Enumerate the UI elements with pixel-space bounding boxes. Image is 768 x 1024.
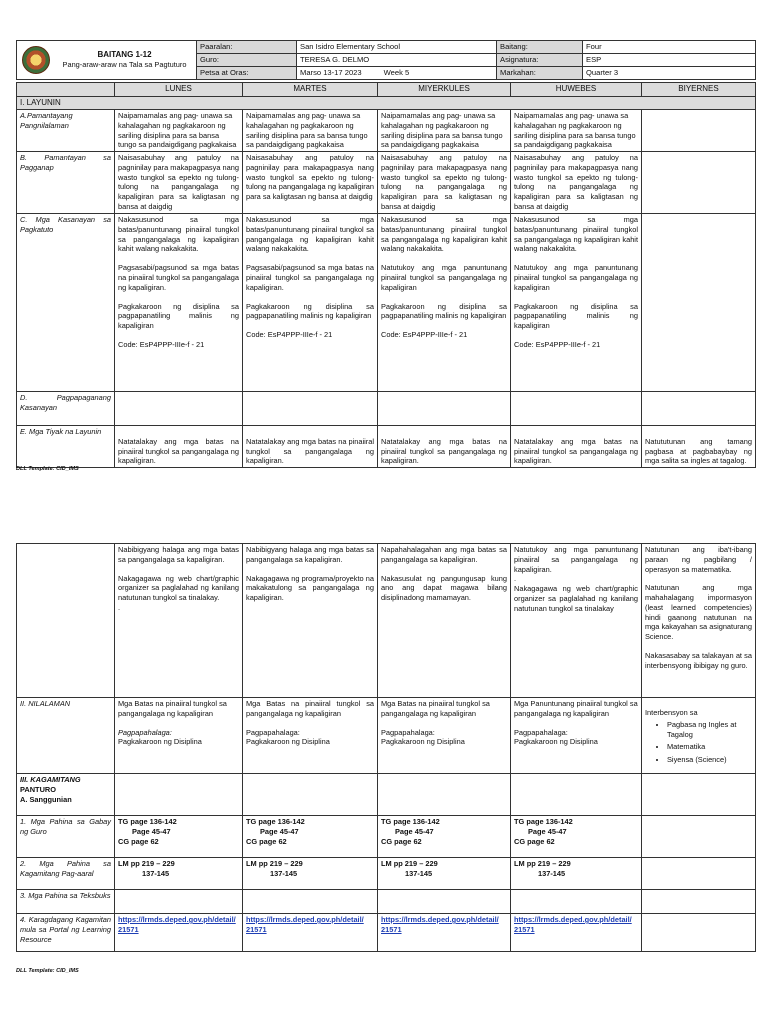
cell-nil-miyerkules: Mga Batas na pinaiiral tungkol sa pangangalaga ng kapaligiran Pagpapahalaga: Pagkakaroon ng Disiplina — [378, 698, 511, 774]
interbensyon-list — [645, 720, 752, 765]
cell-e-martes: Natatalakay ang mga batas na pinaiiral tungkol sa pangangalaga ng kapaligiran. — [243, 426, 378, 468]
day-header-biyernes: BIYERNES — [642, 83, 756, 97]
footer-template-label-2: DLL Template: CID_IMS — [16, 968, 79, 974]
cell-obj-huwebes: Natutukoy ang mga panuntunang pinaiiral sa pangangalaga ng kapaligiran. . Nakagagawa ng web chart/graphic organizer sa paglalahad ng kanilang natutunan tungkol sa tinalakay — [511, 544, 642, 698]
cell-gabay-lunes: TG page 136-142 Page 45-47 CG page 62 — [115, 816, 243, 858]
cell-e-lunes: Natatalakay ang mga batas na pinaiiral tungkol sa pangangalaga ng kapaligiran. — [115, 426, 243, 468]
cell-kag-lunes — [115, 774, 243, 816]
cell-b-miyerkules: Naisasabuhay ang patuloy na pagninilay para makapagpasya nang wasto tungkol sa epekto ng tulong-tulong na pangangalaga ng kapaligiran para sa kaligtasan ng bansa at daigdig — [378, 152, 511, 214]
cell-c-martes: Nakasusunod sa mga batas/panuntunang pinaiiral tungkol sa pangangalaga ng kapaligiran kahit walang nakakakita. Pagsasabi/pagsunod sa mga batas na pinaiiral tungkol sa pangangalaga ng kapaligiran. Pagkakaroon ng disiplina sa pagpapanatiling malinis ng kapaligiran Code: EsP4PPP-IIIe-f - 21 — [243, 214, 378, 392]
cell-lm-miyerkules: LM pp 219 – 229 137-145 — [378, 858, 511, 890]
list-item: • Matematika — [667, 742, 752, 752]
cell-kag-martes — [243, 774, 378, 816]
row-label-kasanayan-sa-pagkatuto: C. Mga Kasanayan sa Pagkatuto — [17, 214, 115, 392]
guro-value: TERESA G. DELMO — [297, 54, 497, 67]
row-label-gabay-ng-guro: 1. Mga Pahina sa Gabay ng Guro — [17, 816, 115, 858]
cell-b-huwebes: Naisasabuhay ang patuloy na pagninilay para makapagpasya nang wasto tungkol sa epekto ng tulong-tulong na pangangalaga ng kapaligiran para sa kaligtasan ng bansa at daigdig — [511, 152, 642, 214]
cell-c-huwebes: Nakasusunod sa mga batas/panuntunang pinaiiral tungkol sa pangangalaga ng kapaligiran kahit walang nakakakita. Natutukoy ang mga panuntunang pinaiiral tungkol sa pangangalaga ng kapaligiran Pagkakaroon ng disiplina sa pagpapanatiling malinis ng kapaligiran Code: EsP4PPP-IIIe-f - 21 — [511, 214, 642, 392]
lrmds-link-martes[interactable]: https://lrmds.deped.gov.ph/detail/ 21571 — [246, 915, 364, 934]
header-table — [16, 40, 756, 80]
section-layunin: I. LAYUNIN — [17, 96, 756, 110]
baitang-value: Four — [583, 41, 756, 54]
cell-b-lunes: Naisasabuhay ang patuloy na pagninilay para makapagpasya nang wasto tungkol sa epekto ng tulong-tulong na pangangalaga ng kapaligiran para sa kaligtasan ng bansa at daigdig — [115, 152, 243, 214]
cell-teks-huwebes — [511, 890, 642, 914]
day-header-huwebes: HUWEBES — [511, 83, 642, 97]
cell-obj-lunes: Nabibigyang halaga ang mga batas sa pangangalaga sa kapaligiran. Nakagagawa ng web chart/graphic organizer sa paglalahad ng kanilang natutunan tungkol sa tinalakay. . — [115, 544, 243, 698]
cell-gabay-biyernes — [642, 816, 756, 858]
header-subtitle: Pang-araw-araw na Tala sa Pagtuturo — [62, 60, 187, 70]
week-value: Week 5 — [383, 68, 410, 78]
row-label-pagpapaganang-kasanayan: D. Pagpapaganang Kasanayan — [17, 392, 115, 426]
cell-obj-biyernes: Natutunan ang iba't-ibang paraan ng pagbilang / operasyon sa matematika. Natutunan ang mga mahahalagang impormasyon (least learned competencies) hindi gaanong natutunan na mga kakayahan sa asignaturang Science. Nakasasabay sa talakayan at sa interbensyong ibibigay ng guro. — [642, 544, 756, 698]
cell-c-biyernes — [642, 214, 756, 392]
cell-nil-martes: Mga Batas na pinaiiral tungkol sa pangangalaga ng kapaligiran Pagpapahalaga: Pagkakaroon ng Disiplina — [243, 698, 378, 774]
layunin-table — [16, 82, 756, 468]
cell-d-biyernes — [642, 392, 756, 426]
lrmds-link-lunes[interactable]: https://lrmds.deped.gov.ph/detail/ 21571 — [118, 915, 236, 934]
baitang-label: Baitang: — [497, 41, 583, 54]
lrmds-link-huwebes[interactable]: https://lrmds.deped.gov.ph/detail/ 21571 — [514, 915, 632, 934]
cell-b-biyernes — [642, 152, 756, 214]
cell-e-biyernes: Natututunan ang tamang pagbasa at pagbabaybay ng mga salita sa ingles at tagalog. — [642, 426, 756, 468]
cell-kag-huwebes — [511, 774, 642, 816]
cell-teks-martes — [243, 890, 378, 914]
cell-nil-biyernes: Interbensyon sa • Pagbasa ng Ingles at Tagalog • Matematika • Siyensa (Science) — [642, 698, 756, 774]
cell-lm-lunes: LM pp 219 – 229 137-145 — [115, 858, 243, 890]
cell-nil-huwebes: Mga Panuntunang pinaiiral tungkol sa pangangalaga ng kapaligiran Pagpapahalaga: Pagkakaroon ng Disiplina — [511, 698, 642, 774]
day-header-martes: MARTES — [243, 83, 378, 97]
row-label-kagamitang-panturo: III. KAGAMITANG PANTURO A. Sanggunian — [17, 774, 115, 816]
row-label-pamantayang-pangnilalaman: A.Pamantayang Pangnilalaman — [17, 110, 115, 152]
guro-label: Guro: — [197, 54, 297, 67]
cell-lm-huwebes: LM pp 219 – 229 137-145 — [511, 858, 642, 890]
asignatura-label: Asignatura: — [497, 54, 583, 67]
code-label: Code: EsP4PPP-IIIe-f - 21 — [246, 330, 333, 340]
asignatura-value: ESP — [583, 54, 756, 67]
row-label-teksbuks: 3. Mga Pahina sa Teksbuks — [17, 890, 115, 914]
cell-c-miyerkules: Nakasusunod sa mga batas/panuntunang pinaiiral tungkol sa pangangalaga ng kapaligiran kahit walang nakakakita. Natutukoy ang mga panuntunang pinaiiral tungkol sa pangangalaga ng kapaligiran Pagkakaroon ng disiplina sa pagpapanatiling malinis ng kapaligiran Code: EsP4PPP-IIIe-f - 21 — [378, 214, 511, 392]
list-item: • Pagbasa ng Ingles at Tagalog — [667, 720, 752, 740]
cell-lr-lunes — [115, 914, 243, 952]
cell-gabay-martes: TG page 136-142 Page 45-47 CG page 62 — [243, 816, 378, 858]
petsa-label: Petsa at Oras: — [197, 67, 297, 80]
cell-gabay-huwebes: TG page 136-142 Page 45-47 CG page 62 — [511, 816, 642, 858]
cell-c-lunes: Nakasusunod sa mga batas/panuntunang pinaiiral tungkol sa pangangalaga ng kapaligiran kahit walang nakakakita. Pagsasabi/pagsunod sa mga batas na pinaiiral tungkol sa pangangalaga ng kapaligiran. Pagkakaroon ng disiplina sa pagpapanatiling malinis ng kapaligiran Code: EsP4PPP-IIIe-f - 21 — [115, 214, 243, 392]
footer-template-label: DLL Template: CID_IMS — [16, 466, 79, 472]
deped-seal-icon — [22, 46, 50, 74]
cell-d-lunes — [115, 392, 243, 426]
code-label: Code: EsP4PPP-IIIe-f - 21 — [118, 339, 205, 349]
cell-a-miyerkules: Naipamamalas ang pag- unawa sa kahalagahan ng pagkakaroon ng sariling disiplina para sa bansa tungo sa pandaigdigang pagkakaisa — [378, 110, 511, 152]
cell-obj-martes: Nabibigyang halaga ang mga batas sa pangangalaga sa kapaligiran. Nakagagawa ng programa/proyekto na makakatulong sa pangangalaga ng kapaligiran. — [243, 544, 378, 698]
cell-e-miyerkules: Natatalakay ang mga batas na pinaiiral tungkol sa pangangalaga ng kapaligiran. — [378, 426, 511, 468]
petsa-value: Marso 13-17 2023 Week 5 — [297, 67, 497, 80]
paaralan-value: San Isidro Elementary School — [297, 41, 497, 54]
cell-d-miyerkules — [378, 392, 511, 426]
row-label-tiyak-na-layunin: E. Mga Tiyak na Layunin — [17, 426, 115, 468]
cell-teks-biyernes — [642, 890, 756, 914]
code-label: Code: EsP4PPP-IIIe-f - 21 — [381, 330, 468, 340]
row-label-pamantayan-sa-pagganap: B. Pamantayan sa Pagganap — [17, 152, 115, 214]
corner-cell — [17, 83, 115, 97]
markahan-label: Markahan: — [497, 67, 583, 80]
cell-a-martes: Naipamamalas ang pag- unawa sa kahalagahan ng pagkakaroon ng sariling disiplina para sa bansa tungo sa pandaigdigang pagkakaisa — [243, 110, 378, 152]
cell-d-huwebes — [511, 392, 642, 426]
cell-lr-miyerkules — [378, 914, 511, 952]
cell-kag-miyerkules — [378, 774, 511, 816]
cell-d-martes — [243, 392, 378, 426]
code-label: Code: EsP4PPP-IIIe-f - 21 — [514, 339, 601, 349]
nilalaman-table — [16, 543, 756, 952]
header-title-block — [17, 41, 197, 80]
list-item: • Siyensa (Science) — [667, 755, 752, 765]
row-label-learning-resource: 4. Karagdagang Kagamitan mula sa Portal ng Learning Resource — [17, 914, 115, 952]
row-label-nilalaman: II. NILALAMAN — [17, 698, 115, 774]
cell-nil-lunes: Mga Batas na pinaiiral tungkol sa pangangalaga ng kapaligiran Pagpapahalaga: Pagkakaroon ng Disiplina — [115, 698, 243, 774]
row-label-kagamitang-pag-aaral: 2. Mga Pahina sa Kagamitang Pag-aaral — [17, 858, 115, 890]
lrmds-link-miyerkules[interactable]: https://lrmds.deped.gov.ph/detail/ 21571 — [381, 915, 499, 934]
cell-kag-biyernes — [642, 774, 756, 816]
markahan-value: Quarter 3 — [583, 67, 756, 80]
cell-a-biyernes — [642, 110, 756, 152]
cell-a-huwebes: Naipamamalas ang pag- unawa sa kahalagahan ng pagkakaroon ng sariling disiplina para sa bansa tungo sa pandaigdigang pagkakaisa — [511, 110, 642, 152]
cell-lr-huwebes — [511, 914, 642, 952]
cell-b-martes: Naisasabuhay ang patuloy na pagninilay para makapagpasya nang wasto tungkol sa epekto ng tulong-tulong na pangangalaga ng kapaligiran para sa kaligtasan ng bansa at daigdig — [243, 152, 378, 214]
cell-e-huwebes: Natatalakay ang mga batas na pinaiiral tungkol sa pangangalaga ng kapaligiran. — [511, 426, 642, 468]
cell-obj-miyerkules: Napahahalagahan ang mga batas sa pangangalaga sa kapaligiran. Nakasusulat ng pangungusap kung ano ang dapat magawa bilang disiplinadong mamamayan. — [378, 544, 511, 698]
day-header-miyerkules: MIYERKULES — [378, 83, 511, 97]
cell-teks-miyerkules — [378, 890, 511, 914]
paaralan-label: Paaralan: — [197, 41, 297, 54]
cell-teks-lunes — [115, 890, 243, 914]
cell-lm-martes: LM pp 219 – 229 137-145 — [243, 858, 378, 890]
cell-a-lunes: Naipamamalas ang pag- unawa sa kahalagahan ng pagkakaroon ng sariling disiplina para sa bansa tungo sa pandaigdigang pagkakaisa — [115, 110, 243, 152]
cell-obj-label — [17, 544, 115, 698]
header-title: BAITANG 1-12 — [97, 49, 152, 59]
cell-gabay-miyerkules: TG page 136-142 Page 45-47 CG page 62 — [378, 816, 511, 858]
cell-lr-biyernes — [642, 914, 756, 952]
day-header-lunes: LUNES — [115, 83, 243, 97]
cell-lr-martes — [243, 914, 378, 952]
cell-lm-biyernes — [642, 858, 756, 890]
